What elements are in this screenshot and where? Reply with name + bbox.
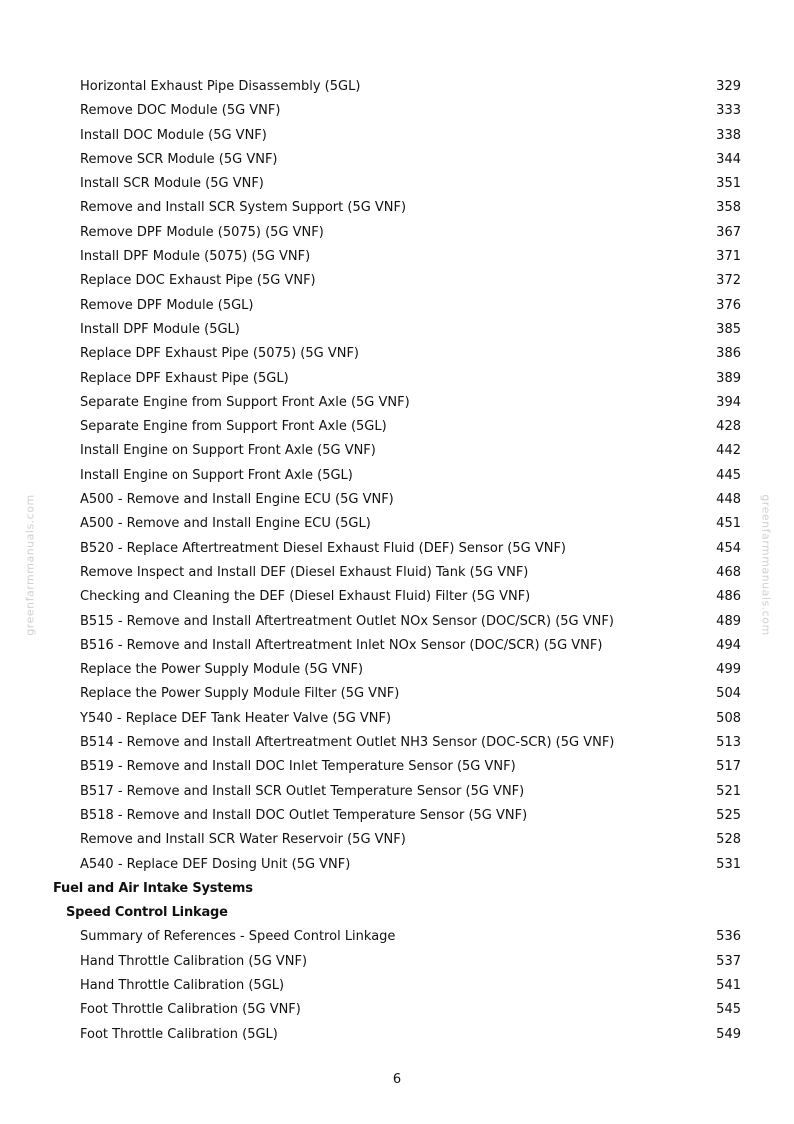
toc-entry-title: B516 - Remove and Install Aftertreatment Inlet NOx Sensor (DOC/SCR) (5G VNF) xyxy=(80,637,603,653)
toc-entry-page: 386 xyxy=(716,346,741,362)
subsection-heading[interactable] xyxy=(0,901,794,925)
toc-entry-page: 451 xyxy=(716,516,741,532)
toc-entry-page: 545 xyxy=(716,1002,741,1018)
toc-entry-title: B519 - Remove and Install DOC Inlet Temperature Sensor (5G VNF) xyxy=(80,759,516,775)
toc-entry-page: 499 xyxy=(716,662,741,678)
toc-entry[interactable] xyxy=(0,804,794,828)
toc-entry[interactable] xyxy=(0,998,794,1022)
toc-entry-page: 536 xyxy=(716,929,741,945)
toc-entry-title: Install DPF Module (5GL) xyxy=(80,321,240,337)
toc-entry-page: 528 xyxy=(716,832,741,848)
toc-entry-title: Install SCR Module (5G VNF) xyxy=(80,176,264,192)
toc-entry-page: 537 xyxy=(716,953,741,969)
table-of-contents xyxy=(0,75,794,1047)
section-heading-label: Fuel and Air Intake Systems xyxy=(53,880,253,896)
toc-entry-title: Separate Engine from Support Front Axle (5GL) xyxy=(80,419,387,435)
toc-entry[interactable] xyxy=(0,172,794,196)
toc-entry[interactable] xyxy=(0,658,794,682)
toc-entry-title: Replace DPF Exhaust Pipe (5075) (5G VNF) xyxy=(80,346,359,362)
toc-entry-title: Remove and Install SCR Water Reservoir (5G VNF) xyxy=(80,832,406,848)
toc-entry[interactable] xyxy=(0,755,794,779)
toc-entry[interactable] xyxy=(0,950,794,974)
toc-entry[interactable] xyxy=(0,780,794,804)
toc-entry[interactable] xyxy=(0,99,794,123)
toc-entry-page: 525 xyxy=(716,807,741,823)
toc-entry-title: Remove and Install SCR System Support (5G VNF) xyxy=(80,200,407,216)
toc-entry-page: 338 xyxy=(716,127,741,143)
toc-entry-page: 549 xyxy=(716,1026,741,1042)
toc-entry[interactable] xyxy=(0,488,794,512)
toc-entry-page: 428 xyxy=(716,419,741,435)
toc-entry-title: Replace the Power Supply Module (5G VNF) xyxy=(80,662,364,678)
toc-entry[interactable] xyxy=(0,925,794,949)
toc-entry-page: 367 xyxy=(716,224,741,240)
section-heading[interactable] xyxy=(0,877,794,901)
toc-entry-title: B517 - Remove and Install SCR Outlet Temperature Sensor (5G VNF) xyxy=(80,783,525,799)
toc-entry-page: 454 xyxy=(716,540,741,556)
toc-entry[interactable] xyxy=(0,148,794,172)
toc-entry-title: Foot Throttle Calibration (5GL) xyxy=(80,1026,278,1042)
toc-entry-page: 541 xyxy=(716,977,741,993)
toc-entry[interactable] xyxy=(0,294,794,318)
toc-entry[interactable] xyxy=(0,245,794,269)
toc-entry-page: 521 xyxy=(716,783,741,799)
toc-entry-page: 531 xyxy=(716,856,741,872)
toc-entry-title: B514 - Remove and Install Aftertreatment Outlet NH3 Sensor (DOC-SCR) (5G VNF) xyxy=(80,735,615,751)
toc-entry-title: Replace DPF Exhaust Pipe (5GL) xyxy=(80,370,289,386)
toc-entry[interactable] xyxy=(0,391,794,415)
toc-entry-page: 372 xyxy=(716,273,741,289)
toc-entry-page: 448 xyxy=(716,492,741,508)
toc-entry-title: Y540 - Replace DEF Tank Heater Valve (5G VNF) xyxy=(80,710,392,726)
toc-entry-title: Separate Engine from Support Front Axle (5G VNF) xyxy=(80,394,410,410)
toc-entry-title: Remove DPF Module (5075) (5G VNF) xyxy=(80,224,324,240)
toc-entry-page: 344 xyxy=(716,151,741,167)
toc-entry[interactable] xyxy=(0,682,794,706)
toc-entry[interactable] xyxy=(0,974,794,998)
toc-entry-page: 513 xyxy=(716,735,741,751)
toc-entry-title: Install DPF Module (5075) (5G VNF) xyxy=(80,249,311,265)
toc-entry-title: B515 - Remove and Install Aftertreatment Outlet NOx Sensor (DOC/SCR) (5G VNF) xyxy=(80,613,614,629)
toc-entry[interactable] xyxy=(0,124,794,148)
toc-entry-title: Checking and Cleaning the DEF (Diesel Exhaust Fluid) Filter (5G VNF) xyxy=(80,589,531,605)
watermark-left: greenfarmmanuals.com xyxy=(23,494,37,636)
toc-entry[interactable] xyxy=(0,853,794,877)
toc-entry-page: 494 xyxy=(716,637,741,653)
toc-entry[interactable] xyxy=(0,269,794,293)
toc-entry-title: A500 - Remove and Install Engine ECU (5GL) xyxy=(80,516,371,532)
toc-entry-title: Install DOC Module (5G VNF) xyxy=(80,127,267,143)
toc-entry[interactable] xyxy=(0,731,794,755)
toc-entry-title: Remove DOC Module (5G VNF) xyxy=(80,103,281,119)
toc-entry-page: 333 xyxy=(716,103,741,119)
toc-entry-page: 389 xyxy=(716,370,741,386)
toc-entry[interactable] xyxy=(0,221,794,245)
toc-entry-title: Summary of References - Speed Control Linkage xyxy=(80,929,396,945)
toc-entry-page: 486 xyxy=(716,589,741,605)
toc-entry-title: Foot Throttle Calibration (5G VNF) xyxy=(80,1002,301,1018)
toc-entry[interactable] xyxy=(0,1023,794,1047)
subsection-heading-label: Speed Control Linkage xyxy=(66,905,228,921)
toc-entry[interactable] xyxy=(0,512,794,536)
toc-entry[interactable] xyxy=(0,342,794,366)
toc-entry-title: Hand Throttle Calibration (5G VNF) xyxy=(80,953,308,969)
toc-entry-title: Horizontal Exhaust Pipe Disassembly (5GL) xyxy=(80,79,361,94)
toc-entry-title: B518 - Remove and Install DOC Outlet Temperature Sensor (5G VNF) xyxy=(80,807,528,823)
toc-entry-page: 394 xyxy=(716,394,741,410)
toc-entry-page: 371 xyxy=(716,249,741,265)
toc-entry-title: Hand Throttle Calibration (5GL) xyxy=(80,977,285,993)
toc-entry[interactable] xyxy=(0,318,794,342)
toc-entry[interactable] xyxy=(0,634,794,658)
page-number: 6 xyxy=(392,1072,402,1087)
toc-entry-page: 358 xyxy=(716,200,741,216)
toc-entry[interactable] xyxy=(0,561,794,585)
toc-entry-title: B520 - Replace Aftertreatment Diesel Exhaust Fluid (DEF) Sensor (5G VNF) xyxy=(80,540,567,556)
toc-entry[interactable] xyxy=(0,610,794,634)
toc-entry[interactable] xyxy=(0,439,794,463)
toc-entry-title: Install Engine on Support Front Axle (5G VNF) xyxy=(80,443,376,459)
toc-entry-page: 351 xyxy=(716,176,741,192)
toc-entry-title: Remove DPF Module (5GL) xyxy=(80,297,254,313)
toc-entry-title: Install Engine on Support Front Axle (5GL) xyxy=(80,467,353,483)
toc-entry[interactable] xyxy=(0,585,794,609)
toc-entry-page: 468 xyxy=(716,564,741,580)
toc-entry-page: 376 xyxy=(716,297,741,313)
watermark-right: greenfarmmanuals.com xyxy=(759,494,773,636)
toc-entry[interactable] xyxy=(0,196,794,220)
toc-entry-page: 508 xyxy=(716,710,741,726)
toc-entry[interactable] xyxy=(0,464,794,488)
toc-entry-page: 489 xyxy=(716,613,741,629)
toc-entry-title: A540 - Replace DEF Dosing Unit (5G VNF) xyxy=(80,856,351,872)
toc-entry-page: 517 xyxy=(716,759,741,775)
toc-entry-title: Replace DOC Exhaust Pipe (5G VNF) xyxy=(80,273,316,289)
toc-entry[interactable] xyxy=(0,367,794,391)
toc-entry-page: 385 xyxy=(716,321,741,337)
toc-entry-title: A500 - Remove and Install Engine ECU (5G VNF) xyxy=(80,492,394,508)
toc-entry-title: Remove Inspect and Install DEF (Diesel Exhaust Fluid) Tank (5G VNF) xyxy=(80,564,529,580)
toc-entry[interactable] xyxy=(0,415,794,439)
toc-entry-title: Remove SCR Module (5G VNF) xyxy=(80,151,278,167)
toc-entry[interactable] xyxy=(0,537,794,561)
toc-entry-page: 445 xyxy=(716,467,741,483)
toc-entry[interactable] xyxy=(0,75,794,99)
toc-entry-page: 504 xyxy=(716,686,741,702)
toc-entry[interactable] xyxy=(0,707,794,731)
toc-entry-page: 442 xyxy=(716,443,741,459)
toc-entry[interactable] xyxy=(0,828,794,852)
toc-entry-page: 329 xyxy=(716,79,741,94)
toc-entry-title: Replace the Power Supply Module Filter (5G VNF) xyxy=(80,686,400,702)
